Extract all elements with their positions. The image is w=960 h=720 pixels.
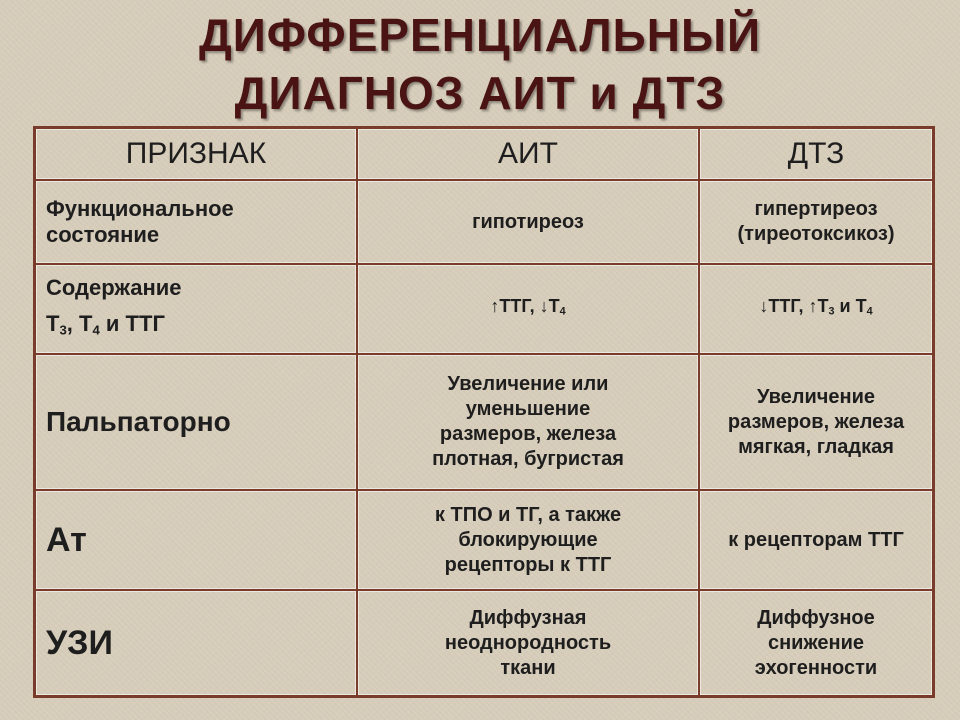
cell-line: эхогенности: [754, 656, 878, 679]
header-ait: АИТ: [357, 128, 699, 180]
row-label-ultrasound: УЗИ: [35, 590, 357, 696]
row-label-line: [46, 306, 346, 348]
cell-line: неоднородность: [444, 631, 612, 654]
subscript-4: 4: [866, 305, 873, 318]
table-row: [35, 354, 933, 490]
cell-ait-ultrasound: [357, 590, 699, 696]
title-line-2: ДИАГНОЗ АИТ и ДТЗ: [234, 67, 726, 119]
subscript-4: 4: [92, 322, 100, 338]
subscript-4: 4: [559, 305, 566, 318]
cell-line: ткани: [500, 656, 556, 679]
cell-dtz-antibodies: к рецепторам ТТГ: [699, 490, 933, 590]
cell-line: Диффузное: [757, 606, 875, 629]
cell-line: мягкая, гладкая: [738, 435, 894, 458]
cell-line: размеров, железа: [439, 423, 617, 445]
subscript-3: 3: [59, 322, 67, 338]
ttg-text: и ТТГ: [99, 310, 165, 336]
cell-ait-palpation: [357, 354, 699, 490]
cell-line: Диффузная: [469, 606, 587, 629]
cell-ait-antibodies: [357, 490, 699, 590]
cell-line: рецепторы к ТТГ: [444, 553, 612, 576]
header-feature: ПРИЗНАК: [35, 128, 357, 180]
hormone-text: ↑ТТГ, ↓Т: [490, 295, 560, 316]
cell-line: к ТПО и ТГ, а также: [434, 503, 622, 526]
cell-line: Увеличение: [756, 385, 876, 408]
header-dtz: ДТЗ: [699, 128, 933, 180]
hormone-text: ↓ТТГ, ↑Т: [759, 295, 829, 316]
cell-line: (тиреотоксикоз): [737, 223, 895, 245]
cell-line: Увеличение или: [447, 373, 609, 395]
table-row: [35, 264, 933, 354]
cell-dtz-functional: [699, 180, 933, 264]
title-line-1: ДИФФЕРЕНЦИАЛЬНЫЙ: [198, 9, 762, 61]
row-label-antibodies: Ат: [35, 490, 357, 590]
cell-dtz-palpation: [699, 354, 933, 490]
cell-dtz-hormones: [699, 264, 933, 354]
slide-title: [0, 6, 960, 122]
cell-line: плотная, бугристая: [432, 448, 624, 470]
table-header-row: [35, 128, 933, 180]
cell-dtz-ultrasound: [699, 590, 933, 696]
row-label-functional-state: [35, 180, 357, 264]
t-sep: , Т: [66, 310, 93, 336]
table-row: [35, 590, 933, 696]
comparison-table: [33, 126, 935, 698]
cell-line: снижение: [767, 631, 865, 654]
cell-line: гипертиреоз: [754, 198, 878, 220]
hormone-text: и Т: [834, 295, 867, 316]
cell-ait-functional: гипотиреоз: [357, 180, 699, 264]
table-row: [35, 490, 933, 590]
t-letter: Т: [46, 310, 60, 336]
row-label-line: Функциональное: [46, 196, 234, 221]
subscript-3: 3: [828, 305, 835, 318]
row-label-line: состояние: [46, 222, 160, 247]
row-label-hormones: [35, 264, 357, 354]
cell-line: блокирующие: [458, 528, 598, 551]
cell-line: уменьшение: [465, 398, 591, 420]
row-label-line: Содержание: [46, 274, 182, 300]
table-row: [35, 180, 933, 264]
cell-ait-hormones: [357, 264, 699, 354]
row-label-palpation: Пальпаторно: [35, 354, 357, 490]
cell-line: размеров, железа: [727, 410, 905, 433]
